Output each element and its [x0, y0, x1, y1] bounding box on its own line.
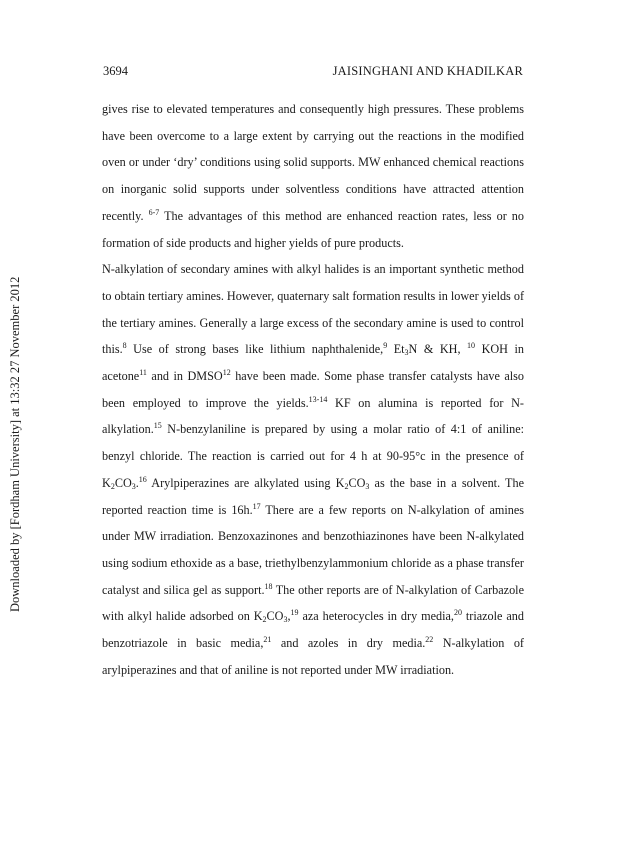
text-run: CO	[266, 609, 284, 624]
text-run: KOH in acetone	[102, 342, 524, 384]
text-run: and in DMSO	[146, 369, 223, 384]
text-run: The advantages of this method are enhanced reaction rates, less or no formation of side products and higher yields of pure products.	[102, 208, 524, 250]
citation-superscript: 10	[467, 341, 476, 351]
text-run: CO	[114, 475, 132, 490]
text-run: ,	[287, 609, 291, 624]
text-run: CO	[348, 475, 366, 490]
text-run: N-alkylation of arylpiperazines and that of aniline is not reported under MW irradiation.	[102, 636, 524, 677]
text-run: triazole and benzotriazole in basic media,	[102, 609, 524, 651]
text-run: aza heterocycles in dry media,	[298, 609, 454, 624]
text-run: N-benzylaniline is prepared by using a molar ratio of 4:1 of aniline: benzyl chloride. The reaction is carried out for 4 h at 90-95°c in the presence of K	[102, 422, 524, 490]
citation-superscript: 8	[122, 341, 127, 351]
text-run: Et	[387, 342, 405, 357]
text-run: as the base in a solvent. The reported reaction time is 16h.	[102, 475, 524, 517]
article-body	[102, 96, 524, 683]
chemical-subscript: 2	[344, 481, 349, 491]
text-run: Use of strong bases like lithium naphthalenide,	[126, 342, 384, 357]
citation-superscript: 20	[453, 608, 462, 618]
text-run: .	[135, 475, 139, 490]
citation-superscript: 16	[138, 474, 147, 484]
text-run: There are a few reports on N-alkylation of amines under MW irradiation. Benzoxazinones and benzothiazinones have been N-alkylated using sodium ethoxide as a base, triethylbenzylammonium chloride as a phase transfer catalyst and silica gel as support.	[102, 502, 524, 597]
citation-superscript: 18	[264, 581, 273, 591]
chemical-subscript: 3	[404, 348, 409, 358]
citation-superscript: 19	[290, 608, 299, 618]
paragraph	[102, 96, 524, 256]
chemical-subscript: 3	[131, 481, 136, 491]
text-run: Arylpiperazines are alkylated using K	[146, 475, 345, 490]
citation-superscript: 13-14	[308, 394, 328, 404]
chemical-subscript: 3	[365, 481, 370, 491]
citation-superscript: 12	[222, 368, 231, 378]
citation-superscript: 11	[139, 368, 147, 378]
chemical-subscript: 2	[262, 615, 267, 625]
paragraph	[102, 256, 524, 683]
citation-superscript: 15	[153, 421, 162, 431]
page-header	[103, 64, 523, 82]
citation-superscript: 22	[425, 635, 434, 645]
page-number: 3694	[103, 64, 128, 78]
citation-superscript: 6-7	[148, 207, 160, 217]
text-run: The other reports are of N-alkylation of Carbazole with alkyl halide adsorbed on K	[102, 582, 524, 624]
citation-superscript: 9	[383, 341, 388, 351]
chemical-subscript: 2	[110, 481, 115, 491]
text-run: and azoles in dry media.	[271, 636, 426, 651]
text-run: have been made. Some phase transfer catalysts have also been employed to improve the yields.	[102, 369, 524, 410]
citation-superscript: 17	[252, 501, 261, 511]
running-title: JAISINGHANI AND KHADILKAR	[332, 64, 523, 78]
text-run: N & KH,	[408, 342, 468, 357]
text-run: KF on alumina is reported for N-alkylation.	[102, 395, 524, 437]
download-note: Downloaded by [Fordham University] at 13:32 27 November 2012	[8, 276, 22, 612]
chemical-subscript: 3	[283, 615, 288, 625]
text-run: gives rise to elevated temperatures and consequently high pressures. These problems have been overcome to a large extent by carrying out the reactions in the modified oven or under ‘dry’ conditions using solid supports. MW enhanced chemical reactions on inorganic solid supports under solventless conditions have attracted attention recently.	[102, 102, 524, 223]
text-run: N-alkylation of secondary amines with alkyl halides is an important synthetic method to obtain tertiary amines. However, quaternary salt formation results in lower yields of the tertiary amines. Generally a large excess of the secondary amine is used to control this.	[102, 262, 524, 357]
citation-superscript: 21	[263, 635, 272, 645]
